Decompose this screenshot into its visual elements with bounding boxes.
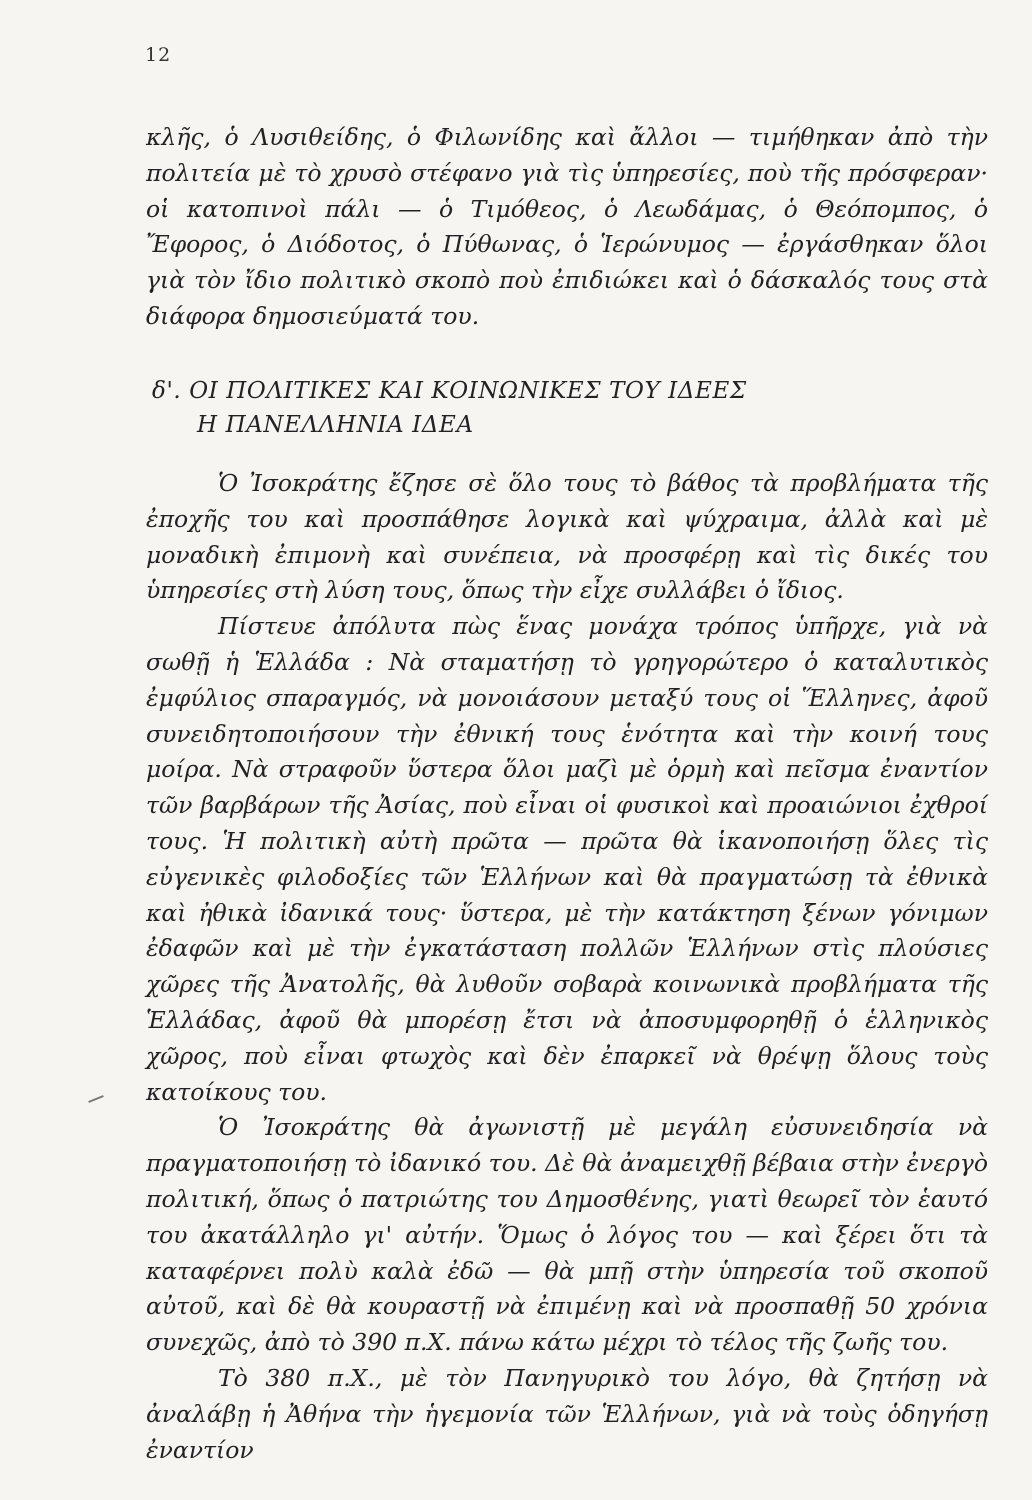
margin-pen-mark [88,1095,104,1103]
paragraph-continuation: κλῆς, ὁ Λυσιθείδης, ὁ Φιλωνίδης καὶ ἄλλοι — τιμήθηκαν ἀπὸ τὴν πολιτεία μὲ τὸ χρυσὸ στέφανο γιὰ τὶς ὑπηρεσίες, ποὺ τῆς πρόσφεραν· οἱ κατοπινοὶ πάλι — ὁ Τιμόθεος, ὁ Λεωδάμας, ὁ Θεόπομπος, ὁ Ἔφορος, ὁ Διόδοτος, ὁ Πύθωνας, ὁ Ἱερώνυμος — ἐργάσθηκαν ὅλοι γιὰ τὸν ἴδιο πολιτικὸ σκοπὸ ποὺ ἐπιδιώκει καὶ ὁ δάσκαλός τους στὰ διάφορα δημοσιεύματά του. [146,123,988,330]
paragraph-2: Πίστευε ἀπόλυτα πὼς ἕνας μονάχα τρόπος ὑπῆρχε, γιὰ νὰ σωθῇ ἡ Ἑλλάδα : Νὰ σταματήσῃ τὸ γρηγορώτερο ὁ καταλυτικὸς ἐμφύλιος σπαραγμός, νὰ μονοιάσουν μεταξύ τους οἱ Ἕλληνες, ἀφοῦ συνειδητοποιήσουν τὴν ἐθνική τους ἑνότητα καὶ τὴν κοινή τους μοίρα. Νὰ στραφοῦν ὕστερα ὅλοι μαζὶ μὲ ὁρμὴ καὶ πεῖσμα ἐναντίον τῶν βαρβάρων τῆς Ἀσίας, ποὺ εἶναι οἱ φυσικοὶ καὶ προαιώνιοι ἐχθροί τους. Ἡ πολιτικὴ αὐτὴ πρῶτα — πρῶτα θὰ ἱκανοποιήσῃ ὅλες τὶς εὐγενικὲς φιλοδοξίες τῶν Ἑλλήνων καὶ θὰ πραγματώσῃ τὰ ἐθνικὰ καὶ ἠθικὰ ἰδανικά τους· ὕστερα, μὲ τὴν κατάκτηση ξένων γόνιμων ἐδαφῶν καὶ μὲ τὴν ἐγκατάσταση πολλῶν Ἑλλήνων στὶς πλούσιες χῶρες τῆς Ἀνατολῆς, θὰ λυθοῦν σοβαρὰ κοινωνικὰ προβλήματα τῆς Ἑλλάδας, ἀφοῦ θὰ μπορέσῃ ἔτσι νὰ ἀποσυμφορηθῇ ὁ ἑλληνικὸς χῶρος, ποὺ εἶναι φτωχὸς καὶ δὲν ἐπαρκεῖ νὰ θρέψῃ ὅλους τοὺς κατοίκους του. [146,612,988,1106]
text-block-top [146,120,988,335]
paragraph-1: Ὁ Ἰσοκράτης ἔζησε σὲ ὅλο τους τὸ βάθος τὰ προβλήματα τῆς ἐποχῆς του καὶ προσπάθησε λογικὰ καὶ ψύχραιμα, ἀλλὰ καὶ μὲ μοναδικὴ ἐπιμονὴ καὶ συνέπεια, νὰ προσφέρῃ καὶ τὶς δικές του ὑπηρεσίες στὴ λύση τους, ὅπως τὴν εἶχε συλλάβει ὁ ἴδιος. [146,469,988,605]
page-number: 12 [145,44,172,66]
section-heading-line-2: Η ΠΑΝΕΛΛΗΝΙΑ ΙΔΕΑ [197,412,474,438]
paragraph-3: Ὁ Ἰσοκράτης θὰ ἀγωνιστῇ μὲ μεγάλη εὐσυνειδησία νὰ πραγματοποιήσῃ τὸ ἰδανικό του. Δὲ θὰ ἀναμειχθῇ βέβαια στὴν ἐνεργὸ πολιτική, ὅπως ὁ πατριώτης του Δημοσθένης, γιατὶ θεωρεῖ τὸν ἑαυτό του ἀκατάλληλο γι' αὐτήν. Ὅμως ὁ λόγος του — καὶ ξέρει ὅτι τὰ καταφέρνει πολὺ καλὰ ἐδῶ — θὰ μπῇ στὴν ὑπηρεσία τοῦ σκοποῦ αὐτοῦ, καὶ δὲ θὰ κουραστῇ νὰ ἐπιμένῃ καὶ νὰ προσπαθῇ 50 χρόνια συνεχῶς, ἀπὸ τὸ 390 π.Χ. πάνω κάτω μέχρι τὸ τέλος τῆς ζωῆς του. [146,1113,988,1357]
text-block-main [146,466,988,1468]
section-heading-line-1: δ'. ΟΙ ΠΟΛΙΤΙΚΕΣ ΚΑΙ ΚΟΙΝΩΝΙΚΕΣ ΤΟΥ ΙΔΕΕΣ [152,378,747,404]
section-heading [152,374,992,442]
paragraph-4: Τὸ 380 π.Χ., μὲ τὸν Πανηγυρικὸ του λόγο, θὰ ζητήσῃ νὰ ἀναλάβῃ ἡ Ἀθήνα τὴν ἡγεμονία τῶν Ἑλλήνων, γιὰ νὰ τοὺς ὁδηγήσῃ ἐναντίον [146,1363,988,1464]
